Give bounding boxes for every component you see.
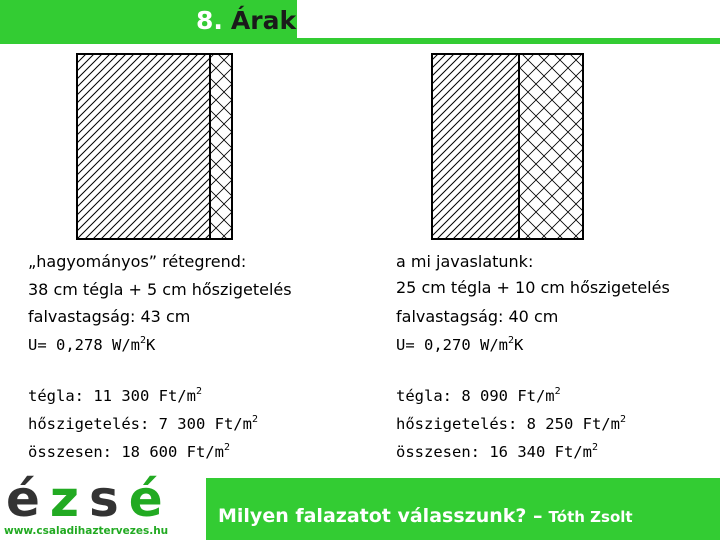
right-brick-price-text: tégla: 8 090 Ft/m [396, 387, 555, 405]
footer-title-text: Milyen falazatot válasszunk? – [218, 505, 543, 527]
left-brick-price-text: tégla: 11 300 Ft/m [28, 387, 196, 405]
right-heading: a mi javaslatunk: [396, 252, 534, 271]
left-insulation-price [28, 414, 258, 433]
logo-letter-4: é [128, 470, 173, 528]
right-u-prefix: U= 0,270 W/m [396, 336, 508, 354]
logo-letter-3: s [89, 470, 129, 528]
left-heading: „hagyományos” rétegrend: [28, 252, 247, 271]
logo-letter-2: z [49, 470, 90, 528]
page-title [196, 6, 296, 35]
right-total-price-text: összesen: 16 340 Ft/m [396, 443, 592, 461]
title-bar [0, 0, 720, 44]
wall-section-proposed [432, 54, 583, 239]
insulation-layer-10cm [519, 54, 583, 239]
logo-letters [6, 470, 173, 528]
left-total-exp: 2 [223, 442, 230, 453]
right-layers: 25 cm tégla + 10 cm hőszigetelés [396, 278, 670, 297]
left-u-value [28, 335, 155, 354]
wall-cross-sections [0, 44, 720, 244]
right-thickness: falvastagság: 40 cm [396, 307, 559, 326]
footer-author: Tóth Zsolt [548, 508, 633, 526]
footer-title [218, 505, 633, 527]
right-insulation-price-text: hőszigetelés: 8 250 Ft/m [396, 415, 620, 433]
logo [0, 470, 200, 540]
wall-section-traditional [77, 54, 232, 239]
right-u-value [396, 335, 523, 354]
logo-letter-1: é [6, 470, 50, 528]
left-thickness: falvastagság: 43 cm [28, 307, 191, 326]
right-insulation-exp: 2 [619, 414, 626, 425]
left-layers: 38 cm tégla + 5 cm hőszigetelés [28, 280, 292, 299]
section-title: Árak [230, 6, 297, 35]
right-u-exp: 2 [507, 335, 515, 346]
left-u-exp: 2 [139, 335, 147, 346]
right-u-suffix: K [514, 336, 524, 354]
left-u-suffix: K [146, 336, 156, 354]
right-insulation-price [396, 414, 626, 433]
left-total-price [28, 442, 230, 461]
left-insulation-price-text: hőszigetelés: 7 300 Ft/m [28, 415, 252, 433]
right-brick-price [396, 386, 561, 405]
left-total-price-text: összesen: 18 600 Ft/m [28, 443, 224, 461]
insulation-layer-5cm [210, 54, 232, 239]
left-insulation-exp: 2 [251, 414, 258, 425]
left-u-prefix: U= 0,278 W/m [28, 336, 140, 354]
section-number: 8. [196, 6, 223, 35]
right-total-exp: 2 [591, 442, 598, 453]
right-brick-exp: 2 [554, 386, 561, 397]
brick-layer-38cm [77, 54, 210, 239]
right-total-price [396, 442, 598, 461]
left-brick-price [28, 386, 202, 405]
footer [0, 470, 720, 540]
brick-layer-25cm [432, 54, 519, 239]
logo-url: www.csaladihaztervezes.hu [4, 525, 169, 537]
left-brick-exp: 2 [195, 386, 203, 397]
